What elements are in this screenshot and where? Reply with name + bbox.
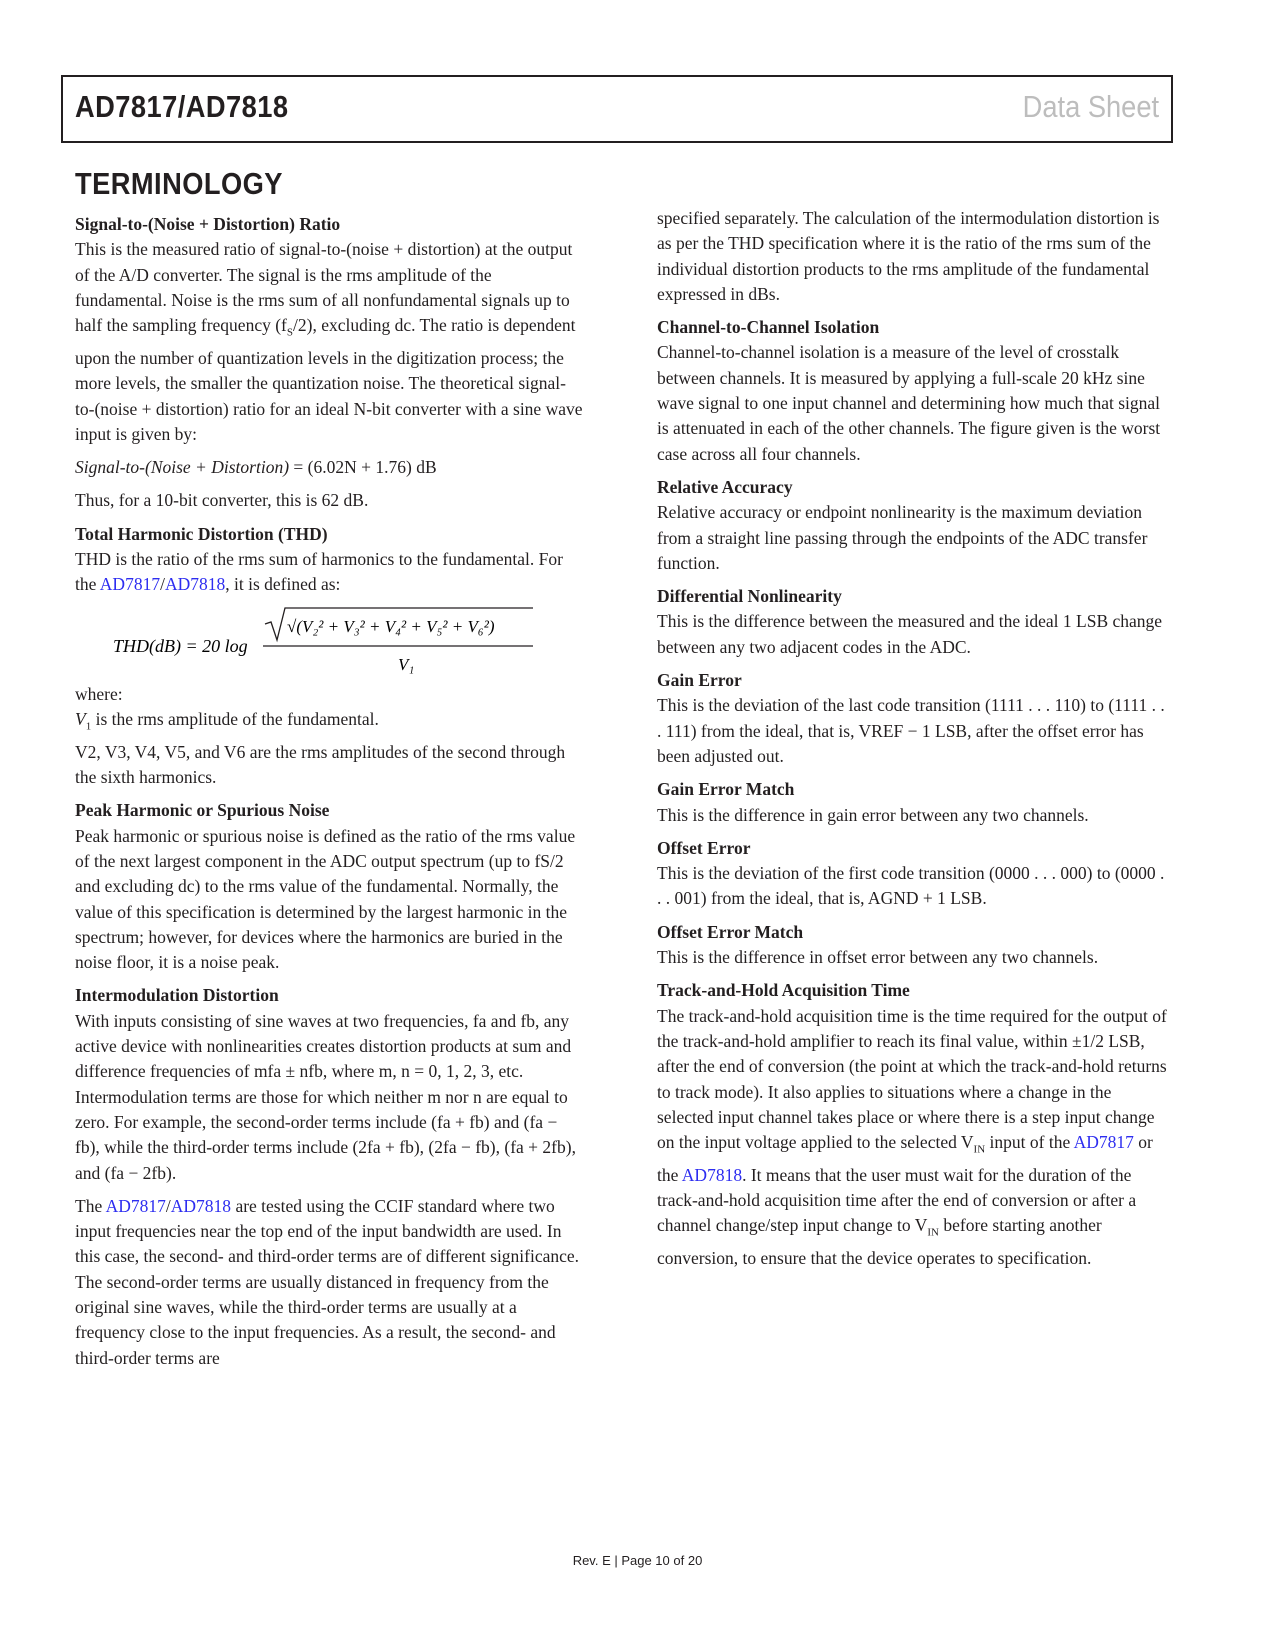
peak-heading: Peak Harmonic or Spurious Noise	[75, 800, 330, 821]
peak-section	[75, 798, 585, 975]
sinad-heading: Signal-to-(Noise + Distortion) Ratio	[75, 214, 341, 234]
thd-formula-lhs: THD(dB) = 20 log	[113, 635, 248, 656]
isolation-paragraph: Channel-to-channel isolation is a measure of the level of crosstalk between channels. It is measured by applying a full-scale 20 kHz sine wave signal to one input channel and determining how much that signal is attenuated in each of the other channels. The figure given is the worst case across all four channels.	[657, 342, 1161, 464]
thd-formula-denominator: V₁	[398, 654, 415, 674]
offset-error-section	[657, 836, 1167, 912]
page-header	[61, 75, 1173, 143]
imd-section	[75, 983, 585, 1370]
dnl-heading: Differential Nonlinearity	[657, 586, 842, 607]
gain-error-match-heading: Gain Error Match	[657, 779, 795, 800]
page-footer: Rev. E | Page 10 of 20	[572, 1553, 703, 1568]
thd-formula	[113, 602, 533, 682]
dnl-section	[657, 584, 1167, 660]
gain-error-match-section	[657, 777, 1167, 828]
offset-error-heading: Offset Error	[657, 837, 751, 858]
imd-heading: Intermodulation Distortion	[75, 985, 279, 1006]
ad7817-link[interactable]: AD7817	[105, 1195, 166, 1216]
ad7818-link[interactable]: AD7818	[164, 574, 226, 595]
gain-error-match-paragraph: This is the difference in gain error between any two channels.	[657, 804, 1089, 825]
sinad-result: Thus, for a 10-bit converter, this is 62 dB.	[75, 490, 369, 511]
dnl-paragraph: This is the difference between the measured and the ideal 1 LSB change between any two adjacent codes in the ADC.	[657, 611, 1163, 657]
relative-accuracy-section	[657, 475, 1167, 576]
imd-continuation: specified separately. The calculation of the intermodulation distortion is as per the THD specification where it is the ratio of the rms sum of the individual distortion products to the rms amplitude of the fundamental expressed in dBs.	[657, 208, 1160, 304]
sinad-paragraph: This is the measured ratio of signal-to-(noise + distortion) at the output of the A/D converter. The signal is the rms amplitude of the fundamental. Noise is the rms sum of all nonfundamental signals up to half the sampling frequency $(f_S/2)$, excluding dc. The ratio is dependent upon the number of quantization levels in the digitization process; the more levels, the smaller the quantization noise. The theoretical signal-to-(noise + distortion) ratio for an ideal N-bit converter with a sine wave input is given by:	[75, 239, 583, 444]
offset-error-match-heading: Offset Error Match	[657, 921, 804, 942]
track-hold-paragraph: The track-and-hold acquisition time is the time required for the output of the track-and-hold amplifier to reach its final value, within ±1/2 LSB, after the end of conversion (the point at which the track-and-hold returns to track mode). It also applies to situations where a change in the selected input channel takes place or where there is a step input change on the input voltage applied to the selected $V_{IN}$ input of the AD7817 or the AD7818. It means that the user must wait for the duration of the track-and-hold acquisition time after the end of conversion or after a channel change/step input change to $V_{IN}$ before starting another conversion, to ensure that the device operates to specification.	[657, 1005, 1167, 1269]
track-hold-section	[657, 978, 1167, 1271]
ad7818-link[interactable]: AD7818	[170, 1195, 232, 1216]
part-number: AD7817/AD7818	[75, 89, 289, 124]
where-label: where:	[75, 683, 123, 704]
offset-error-match-section	[657, 920, 1167, 971]
section-title: TERMINOLOGY	[75, 166, 283, 201]
offset-error-paragraph: This is the deviation of the first code transition (0000 . . . 000) to (0000 . . . 001) from the ideal, that is, AGND + 1 LSB.	[657, 863, 1165, 909]
v1-definition: $V_1$ is the rms amplitude of the fundamental.	[75, 708, 379, 733]
ad7818-link[interactable]: AD7818	[681, 1164, 743, 1185]
thd-equation	[75, 602, 585, 682]
sinad-equation: Signal-to-(Noise + Distortion) = (6.02N + 1.76) dB	[75, 457, 437, 478]
vn-definition: V2, V3, V4, V5, and V6 are the rms amplitudes of the second through the sixth harmonics.	[75, 741, 566, 788]
left-column	[75, 212, 585, 1379]
ad7817-link[interactable]: AD7817	[99, 574, 161, 595]
thd-formula-numerator: √(V₂² + V₃² + V₄² + V₅² + V₆²)	[287, 616, 495, 636]
thd-section	[75, 522, 585, 791]
gain-error-section	[657, 668, 1167, 769]
isolation-section	[657, 315, 1167, 467]
offset-error-match-paragraph: This is the difference in offset error between any two channels.	[657, 947, 1099, 968]
imd-paragraph-1: With inputs consisting of sine waves at two frequencies, fa and fb, any active device with nonlinearities creates distortion products at sum and difference frequencies of mfa ± nfb, where m, n = 0, 1, 2, 3, etc. Intermodulation terms are those for which neither m nor n are equal to zero. For example, the second-order terms include (fa + fb) and (fa − fb), while the third-order terms include (2fa + fb), (2fa − fb), (fa + 2fb), and (fa − 2fb).	[75, 1010, 576, 1183]
ad7817-link[interactable]: AD7817	[1073, 1132, 1134, 1153]
thd-paragraph: THD is the ratio of the rms sum of harmonics to the fundamental. For the AD7817/AD7818, it is defined as:	[75, 549, 563, 595]
thd-heading: Total Harmonic Distortion (THD)	[75, 523, 328, 544]
track-hold-heading: Track-and-Hold Acquisition Time	[657, 980, 910, 1001]
imd-paragraph-2: The AD7817/AD7818 are tested using the CCIF standard where two input frequencies near the top end of the input bandwidth are used. In this case, the second- and third-order terms are of different significance. The second-order terms are usually distanced in frequency from the original sine waves, while the third-order terms are usually at a frequency close to the input frequencies. As a result, the second- and third-order terms are	[75, 1195, 580, 1368]
relative-accuracy-paragraph: Relative accuracy or endpoint nonlinearity is the maximum deviation from a straight line passing through the endpoints of the ADC transfer function.	[657, 502, 1148, 573]
sinad-section	[75, 212, 585, 514]
peak-paragraph: Peak harmonic or spurious noise is defined as the ratio of the rms value of the next largest component in the ADC output spectrum (up to fS/2 and excluding dc) to the rms value of the fundamental. Normally, the value of this specification is determined by the largest harmonic in the spectrum; however, for devices where the harmonics are buried in the noise floor, it is a noise peak.	[75, 825, 576, 973]
gain-error-heading: Gain Error	[657, 670, 742, 691]
isolation-heading: Channel-to-Channel Isolation	[657, 317, 880, 338]
right-column	[657, 206, 1167, 1280]
gain-error-paragraph: This is the deviation of the last code transition (1111 . . . 110) to (1111 . . . 111) from the ideal, that is, VREF − 1 LSB, after the offset error has been adjusted out.	[657, 695, 1165, 766]
doc-type: Data Sheet	[1022, 89, 1159, 124]
relative-accuracy-heading: Relative Accuracy	[657, 476, 793, 497]
